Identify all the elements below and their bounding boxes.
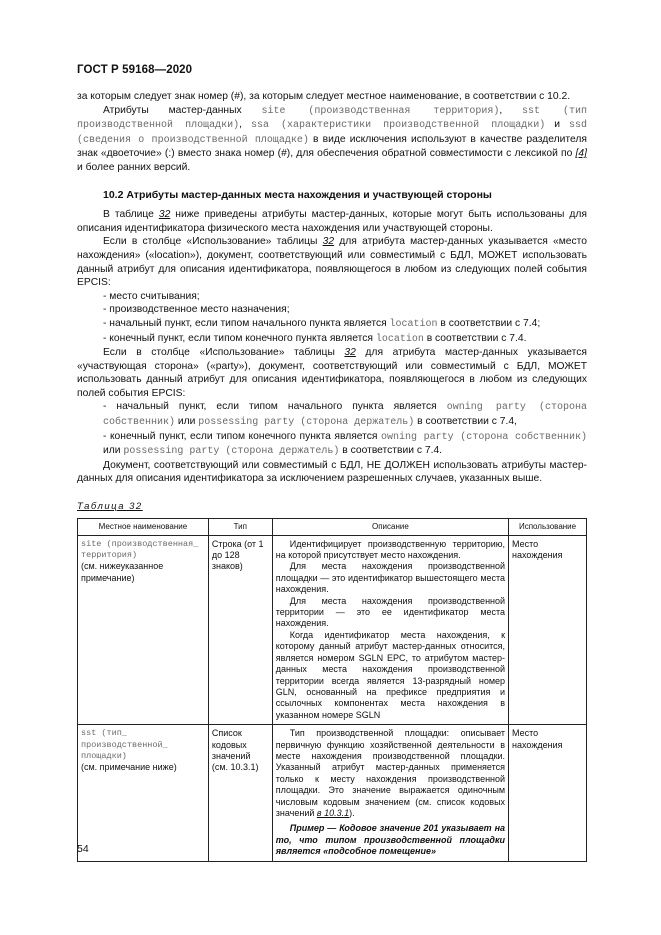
- list-item: [77, 430, 587, 459]
- paragraph-text: для атрибута мастер-данных указывается «место нахождения» («location»), документ, соответствующий или совместимый с БДЛ, МОЖЕТ использовать данный атрибут для описания идентификатора, появляющегося в любом из следующих полей события EPCIS:: [77, 236, 588, 289]
- column-header-description: Описание: [272, 518, 508, 535]
- paragraph-text: Атрибуты мастер-данных: [103, 104, 262, 116]
- code-location: location: [375, 333, 424, 345]
- code-site: site (производственная территория): [261, 105, 500, 117]
- list-text: - начальный пункт, если типом начального пункта является: [103, 317, 390, 329]
- cell-local-name: [78, 725, 209, 861]
- code-location: location: [389, 318, 438, 330]
- page-number: 54: [77, 843, 89, 855]
- cell-description: [272, 535, 508, 725]
- paragraph-text: ниже приведены атрибуты мастер-данных, которые могут быть использованы для описания идентификатора физического места нахождения или участвующей стороны.: [77, 209, 588, 234]
- table-row: [78, 725, 587, 861]
- attributes-table: [77, 518, 587, 862]
- attribute-code: sst (тип_ производственной_ площадки): [81, 728, 168, 761]
- table-row: [78, 535, 587, 725]
- description-paragraph: [276, 728, 505, 819]
- description-paragraph: Когда идентификатор места нахождения, к которому данный атрибут мастер-данных относится, является номером SGLN EPC, то атрибутом мастер-данных места нахождения производственной территории всегда является 13-разрядный номер GLN, основанный на префиксе предприятия и ссылочных компонентах места нахождения в указанном номере SGLN: [275, 629, 506, 720]
- paragraph-text: Если в столбце «Использование» таблицы: [103, 236, 323, 248]
- list-text: - конечный пункт, если типом конечного пункта является: [103, 430, 381, 442]
- paragraph-party-usage: [77, 346, 587, 400]
- attribute-note: (см. примечание ниже): [81, 762, 177, 773]
- code-possessing-party: possessing party (сторона держатель): [123, 446, 340, 458]
- paragraph-location-usage: [77, 235, 587, 289]
- list-text: в соответствии с 7.4;: [437, 317, 541, 329]
- paragraph-delimiter-exceptions: [77, 104, 587, 175]
- code-owning-party: owning party (сторона собственник): [381, 431, 587, 443]
- description-paragraph: Для места нахождения производственной площадки — это идентификатор вышестоящего места нахождения.: [275, 561, 506, 595]
- column-header-type: Тип: [208, 518, 272, 535]
- cell-description: [272, 725, 508, 861]
- paragraph-restriction: Документ, соответствующий или совместимый с БДЛ, НЕ ДОЛЖЕН использовать атрибуты мастер-данных для описания идентификатора за исключением разрешенных случаев, указанных выше.: [77, 459, 587, 485]
- list-text: в соответствии с 7.4,: [414, 416, 517, 428]
- section-heading: 10.2 Атрибуты мастер-данных места нахождения и участвующей стороны: [103, 188, 492, 201]
- code-list-reference-link[interactable]: в 10.3.1: [316, 807, 350, 818]
- description-text: ).: [349, 807, 355, 818]
- paragraph-text: за которым следует знак номер (#), за которым следует местное наименование, в соответствии с 10.2.: [77, 91, 571, 102]
- code-ssd: ssd (сведения о производственной площадке): [77, 120, 587, 146]
- document-header: ГОСТ Р 59168—2020: [77, 64, 193, 76]
- paragraph-text: и: [545, 119, 569, 131]
- code-possessing-party: possessing party (сторона держатель): [198, 417, 415, 429]
- table-reference-link[interactable]: 32: [322, 236, 335, 248]
- paragraph-text: ,: [499, 104, 523, 116]
- paragraph-text: в виде исключения используют в качестве разделителя знак «двоеточие» (:) вместо знака номер (#), для обеспечения обратной совместимости с лексикой по: [77, 133, 587, 160]
- list-item: - производственное место назначения;: [103, 304, 290, 316]
- table-caption: Таблица 32: [77, 501, 143, 513]
- reference-link[interactable]: [4]: [575, 148, 587, 160]
- attribute-note: (см. нижеуказанное примечание): [81, 561, 164, 583]
- column-header-usage: Использование: [509, 518, 587, 535]
- code-sst: sst (тип производственной площадки): [77, 105, 587, 132]
- list-item: [77, 332, 587, 347]
- list-text: - конечный пункт, если типом конечного пункта является: [103, 332, 376, 344]
- description-paragraph: Идентифицирует производственную территорию, на которой присутствует место нахождения.: [275, 538, 506, 561]
- list-item: [77, 400, 587, 429]
- attribute-code: site (производственная_ территория): [81, 538, 199, 561]
- list-item: - место считывания;: [103, 290, 200, 302]
- example-note: Пример — Кодовое значение 201 указывает на то, что типом производственной площадки является «подсобное помещение»: [275, 823, 506, 857]
- paragraph-text: В таблице: [103, 209, 159, 221]
- description-paragraph: Для места нахождения производственной территории — это ее идентификатор места нахождения.: [275, 595, 506, 629]
- table-header-row: [78, 518, 587, 535]
- cell-usage: Место нахождения: [509, 725, 587, 861]
- list-item: [77, 317, 587, 332]
- paragraph-text: ,: [239, 119, 251, 131]
- column-header-local-name: Местное наименование: [78, 518, 209, 535]
- table-reference-link[interactable]: 32: [158, 209, 171, 221]
- description-text: Тип производственной площадки: описывает первичную функцию хозяйственной деятельности в месте нахождения производственной площадки. Указанный атрибут мастер-данных применяется только к месту нахождения производственной площадки. Это значение выражается одиночным числовым кодовым значением (см. список кодовых значений: [275, 728, 506, 818]
- code-ssa: ssa (характеристики производственной площадки): [250, 120, 546, 132]
- cell-local-name: [78, 535, 209, 725]
- page-body: [77, 90, 587, 862]
- list-text: - начальный пункт, если типом начального пункта является: [103, 401, 447, 413]
- paragraph-text: и более ранних версий.: [77, 161, 191, 173]
- paragraph-table-intro: [77, 208, 587, 235]
- paragraph-text: Если в столбце «Использование» таблицы: [103, 347, 345, 359]
- code-owning-party: owning party (сторона собственник): [103, 402, 587, 429]
- paragraph-text: для атрибута мастер-данных указывается «участвующая сторона» («party»), документ, соответствующий или совместимый с БДЛ, МОЖЕТ использовать данный атрибут для описания идентификатора, появляющегося в любом из следующих полей события EPCIS:: [77, 347, 588, 399]
- cell-type: Строка (от 1 до 128 знаков): [208, 535, 272, 725]
- list-text: в соответствии с 7.4.: [423, 332, 527, 344]
- table-reference-link[interactable]: 32: [344, 347, 356, 359]
- list-text: или: [103, 445, 124, 457]
- cell-type: Список кодовых значений (см. 10.3.1): [208, 725, 272, 861]
- list-text: в соответствии с 7.4.: [339, 445, 443, 457]
- list-text: или: [175, 416, 199, 428]
- paragraph-continuation: [77, 90, 587, 104]
- cell-usage: Место нахождения: [509, 535, 587, 725]
